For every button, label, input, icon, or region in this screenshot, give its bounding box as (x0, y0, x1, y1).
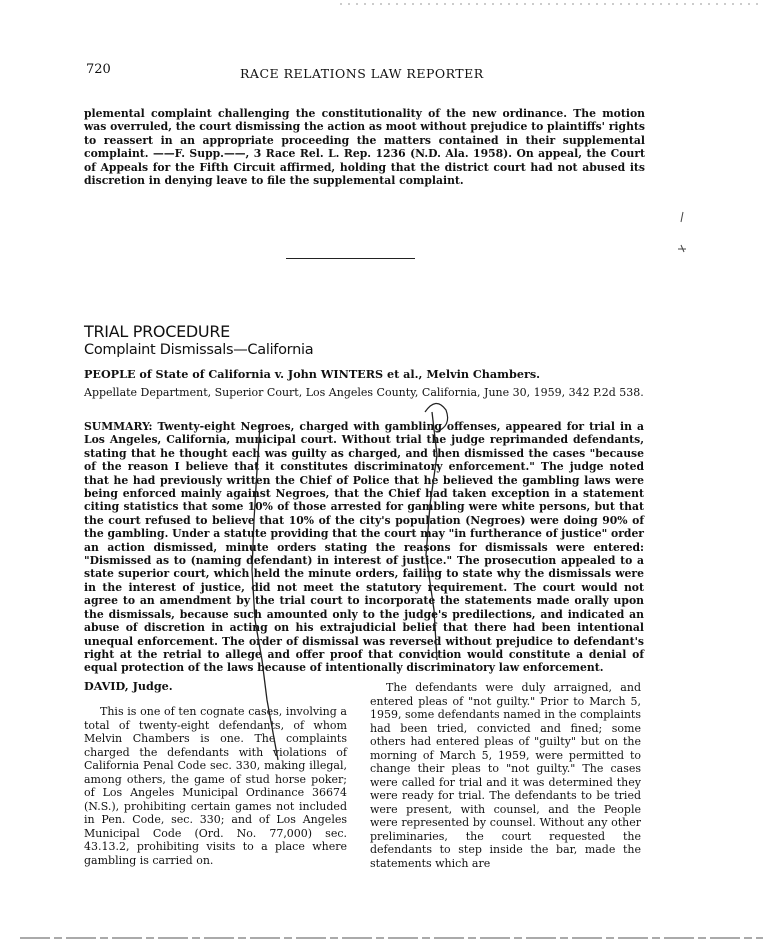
case-name: PEOPLE of State of California v. John WINTERS et al., Melvin Chambers. (84, 367, 541, 381)
page-number: 720 (86, 62, 111, 77)
section-divider (286, 258, 415, 259)
summary-paragraph (84, 420, 644, 675)
case-citation: Appellate Department, Superior Court, Los Angeles County, California, June 30, 1959, 342 P.2d 538. (84, 386, 644, 399)
section-title: TRIAL PROCEDURE (84, 322, 230, 341)
running-title: RACE RELATIONS LAW REPORTER (240, 66, 484, 81)
margin-mark-2 (678, 245, 686, 252)
section-subtitle: Complaint Dismissals—California (84, 342, 314, 358)
summary-label: SUMMARY: (84, 420, 153, 433)
summary-text: Twenty-eight Negroes, charged with gambling offenses, appeared for trial in a Los Angeles, California, municipal court. Without trial the judge reprimanded defendants, stating that he thought each was guilty as charged, and then dismissed the cases "because of the reason I believe that it constitutes discriminatory enforcement." The judge noted that he had previously written the Chief of Police that he believed the gambling laws were being enforced mainly against Negroes, that the Chief had taken exception in a statement citing statistics that some 10% of those arrested for gambling were white persons, but that the court refused to believe that 10% of the city's population (Negroes) were doing 90% of the gambling. Under a statute providing that the court may "in furtherance of justice" order an action dismissed, minute orders stating the reasons for dismissals were entered: "Dismissed as to (naming defendant) in interest of justice." The prosecution appealed to a state superior court, which held the minute orders, failing to state why the dismissals were in the interest of justice, did not meet the statutory requirement. The court would not agree to an amendment by the trial court to incorporate the statements made orally upon the dismissals, because such amounted only to the judge's predilections, and indicated an abuse of discretion in acting on his extrajudicial belief that there had been intentional unequal enforcement. The order of dismissal was reversed without prejudice to defendant's right at the retrial to allege and offer proof that conviction would constitute a denial of equal protection of the laws because of intentionally discriminatory law enforcement. (84, 420, 644, 675)
opinion-right-column: The defendants were duly arraigned, and entered pleas of "not guilty." Prior to March 5, 1959, some defendants named in the complaints had been tried, convicted and fined; some others had entered pleas of "guilty" but on the morning of March 5, 1959, were permitted to change their pleas to "not guilty." The cases were called for trial and it was determined they were ready for trial. The defendants to be tried were present, with counsel, and the People were represented by counsel. Without any other preliminaries, the court requested the defendants to step inside the bar, made the statements which are (370, 681, 641, 870)
margin-mark-1 (681, 212, 683, 222)
judge-name: DAVID, Judge. (84, 679, 173, 693)
intro-paragraph: plemental complaint challenging the constitutionality of the new ordinance. The motion was overruled, the court dismissing the action as moot without prejudice to plaintiffs' rights to reassert in an appropriate proceeding the matters contained in their supplemental complaint. ——F. Supp.——, 3 Race Rel. L. Rep. 1236 (N.D. Ala. 1958). On appeal, the Court of Appeals for the Fifth Circuit affirmed, holding that the district court had not abused its discretion in denying leave to file the supplemental complaint. (84, 107, 645, 188)
opinion-left-column: This is one of ten cognate cases, involving a total of twenty-eight defendants, of whom Melvin Chambers is one. The complaints charged the defendants with violations of California Penal Code sec. 330, making illegal, among others, the game of stud horse poker; of Los Angeles Municipal Ordinance 36674 (N.S.), prohibiting certain games not included in Pen. Code, sec. 330; and of Los Angeles Municipal Code (Ord. No. 77,000) sec. 43.13.2, prohibiting visits to a place where gambling is carried on. (84, 705, 347, 867)
